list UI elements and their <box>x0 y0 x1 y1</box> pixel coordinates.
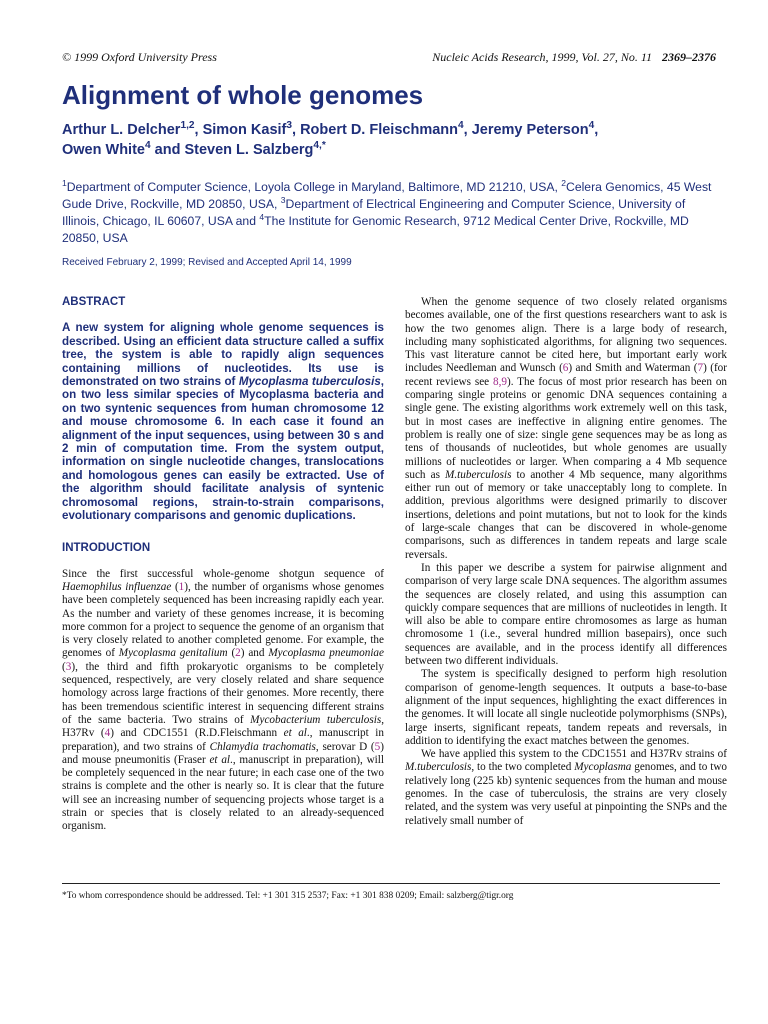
affiliation: Department of Electrical Engineering and Computer Science, University of Illinois, Chicago, IL 60607, USA and <box>62 197 686 228</box>
text: ., manuscript in preparation), and two strains of <box>62 727 384 753</box>
et-al: et al <box>209 753 231 766</box>
abstract-part: , on two less similar species of Mycoplasma bacteria and on two syntenic sequences from human chromosome 12 and mouse chromosome 6. In each case it found an alignment of the input sequences, using between 30 s and 2 min of computation time. From the system output, information on single nucleotide changes, translocations and homologous genes can easily be extracted. Use of the algorithm should facilitate analysis of syntenic chromosomal regions, strain-to-strain comparisons, evolutionary comparisons and genomic duplications. <box>62 374 385 522</box>
text: We have applied this system to the CDC1551 and H37Rv strains of <box>421 748 727 761</box>
affil-mark: 1 <box>62 177 67 188</box>
left-column <box>62 296 384 834</box>
affiliation: The Institute for Genomic Research, 9712 Medical Center Drive, Rockville, MD 20850, USA <box>62 214 689 245</box>
reference-link[interactable]: 6 <box>562 362 569 375</box>
text: genomes, and to two relatively long (225 kb) syntenic sequences from the human and mouse genomes. In the case of tuberculosis, the strains are very closely related, and the system was very useful at pinpointing the SNPs and the relatively small number of <box>405 761 728 827</box>
author-name: Steven L. Salzberg <box>184 142 314 158</box>
affil-mark: 4 <box>259 211 265 222</box>
reference-link[interactable]: 8,9 <box>493 375 507 388</box>
reference-link[interactable]: 4 <box>104 727 111 740</box>
text: and <box>244 647 269 660</box>
affiliations <box>62 179 712 247</box>
species-name: Mycoplasma tuberculosis <box>238 374 381 388</box>
author-name: Simon Kasif <box>202 122 287 138</box>
abstract-part: A new system for aligning whole genome sequences is described. Using an efficient data structure called a suffix tree, the system is able to rapidly align sequences containing millions of nucleotides. Its use is demonstrated on two strains of <box>62 321 384 388</box>
species-name: Haemophilus influenzae <box>62 580 172 593</box>
text: ., manuscript in preparation), will be completely sequenced in the near future; in each case one of the two strains is complete and the other is nearly so. It is clear that the future will see an increasing number of sequencing projects whose target is a strain or species that is closely related to an already-sequenced organism. <box>62 753 384 833</box>
author-affil-mark: 4 <box>588 120 595 132</box>
journal-citation <box>432 50 716 65</box>
text: (for recent reviews see <box>405 362 728 388</box>
affil-mark: 3 <box>280 194 286 205</box>
species-name: M.tuberculosis <box>405 761 472 774</box>
abstract-heading: ABSTRACT <box>62 296 126 308</box>
author-list: Arthur L. Delcher$^{1,2}$, Simon Kasif$^3$, Robert D. Fleischmann$^4$, Jeremy Peterson$^4$, Owen White$^4$ and Steven L. Salzberg$^{4,*}$ <box>62 120 599 158</box>
text: , to the two completed <box>471 761 575 774</box>
text: , the third and fifth prokaryotic organisms to be completely sequenced, respectively, are very closely related and share sequence homology across large fractions of their genomes. More recently, there has been tremendous scientific interest in sequencing different strains of the same bacteria. Two strains of <box>62 660 384 726</box>
species-name: Mycoplasma <box>574 761 632 774</box>
paper-title: Alignment of whole genomes <box>62 80 424 110</box>
body-paragraph: The system is specifically designed to perform high resolution comparison of genome-length sequences. It outputs a base-to-base alignment of the input sequences, highlighting the exact differences in the genomes. It will locate all single nucleotide polymorphisms (SNPs), large inserts, significant repeats, tandem repeats and reversals, in addition to identifying the exact matches between the genomes. <box>405 668 727 747</box>
reference-link[interactable]: 7 <box>697 362 704 375</box>
reference-link[interactable]: 5 <box>374 740 381 753</box>
reference-link[interactable]: 2 <box>235 647 241 660</box>
body-paragraph: When the genome sequence of two closely related organisms becomes available, one of the first questions researchers want to ask is how the two genomes align. There is a large body of research, including many sophisticated algorithms, for aligning two sequences. This vast literature cannot be cited here, but important early work includes Needleman and Wunsch (6) and Smith and Waterman (7) (for recent reviews see 8,9). The focus of most prior research has been on comparing single proteins or genomic DNA sequences containing a single gene. The existing algorithms work extremely well on this task, but in most cases are ineffective in aligning entire genomes. The problem is really one of size: single gene sequences may be as long as tens of thousands of nucleotides, but whole genomes are usually millions of nucleotides or larger. When comparing a 4 Mb sequence such as M.tuberculosis to another 4 Mb sequence, many algorithms either run out of memory or take unacceptably long to complete. In addition, previous algorithms were designed primarily to discover insertions, deletions and point mutations, but not to look for the kinds of large-scale changes that can be discovered in whole-genome comparisons, such as differences in tandem repeats and large scale reversals. <box>405 296 728 561</box>
affiliation: Celera Genomics, 45 West Gude Drive, Rockville, MD 20850, USA, <box>62 180 712 211</box>
text: When the genome sequence of two closely related organisms becomes available, one of the first questions researchers want to ask is how the two genomes align. There is a large body of research, including many sophisticated algorithms, for aligning two sequences. This vast literature cannot be cited here, but important early work includes Needleman and Wunsch <box>405 296 727 375</box>
author-affil-mark: 4,* <box>313 140 326 152</box>
author-affil-mark: 1,2 <box>180 120 195 132</box>
author-name: Arthur L. Delcher <box>62 122 181 138</box>
footnote-rule <box>62 883 720 884</box>
journal-name: Nucleic Acids Research, 1999, Vol. 27, No. 11 <box>432 50 652 64</box>
right-column <box>405 296 727 828</box>
body-paragraph: In this paper we describe a system for pairwise alignment and comparison of very large scale DNA sequences. The algorithm assumes the sequences are closely related, and using this assumption can quickly compare sequences that are millions of nucleotides in length. It will also be able to compare entire chromosomes as large as human chromosome 1 (i.e., several hundred million basepairs), once such sequences are available, and in the process identify all differences between two different individuals. <box>405 561 727 668</box>
intro-paragraph: Since the first successful whole-genome shotgun sequence of Haemophilus influenzae (1), the number of organisms whose genomes have been completely sequenced has been increasing rapidly each year. As the number and variety of these genomes increase, it is becoming more common for a project to sequence the genome of an organism that is very closely related to another completed genome. For example, the genomes of Mycoplasma genitalium (2) and Mycoplasma pneumoniae (3), the third and fifth prokaryotic organisms to be completely sequenced, respectively, are very closely related and share sequence homology across large fractions of their genomes. More recently, there has been tremendous scientific interest in sequencing different strains of the same bacteria. Two strains of Mycobacterium tuberculosis, H37Rv (4) and CDC1551 (R.D.Fleischmann et al., manuscript in preparation), and two strains of Chlamydia trachomatis, serovar D (5) and mouse pneumonitis (Fraser et al., manuscript in preparation), will be completely sequenced in the near future; in each case one of the two strains is complete and the other is nearly so. It is clear that the future will see an increasing number of sequencing projects whose target is a strain or species that is closely related to an already-sequenced organism. <box>62 567 384 833</box>
species-name: Mycoplasma genitalium <box>118 647 228 660</box>
affiliation: Department of Computer Science, Loyola College in Maryland, Baltimore, MD 21210, USA, <box>66 180 562 194</box>
species-name: Mycobacterium tuberculosis <box>250 713 382 726</box>
et-al: et al <box>283 727 307 740</box>
body-paragraph <box>405 748 727 828</box>
text: to another 4 Mb sequence, many algorithms either run out of memory or take unacceptably long to complete. In addition, previous algorithms were designed primarily to discover insertions, deletions and point mutations, but not to look for the kinds of large-scale changes that can be discovered in whole-genome comparisons, such as differences in tandem repeats and large scale reversals. <box>405 468 728 561</box>
reference-link[interactable]: 1 <box>178 580 185 593</box>
affil-mark: 2 <box>561 177 567 188</box>
species-name: Mycoplasma pneumoniae <box>268 647 384 660</box>
page-range: 2369–2376 <box>662 50 716 64</box>
author-name: Owen White <box>62 142 145 158</box>
abstract-text <box>62 321 384 522</box>
author-affil-mark: 3 <box>286 120 293 132</box>
text: Since the first successful whole-genome shotgun sequence of <box>62 567 384 580</box>
reference-link[interactable]: 3 <box>65 660 72 673</box>
author-name: Robert D. Fleischmann <box>300 122 458 138</box>
received-dates: Received February 2, 1999; Revised and Accepted April 14, 1999 <box>62 257 352 268</box>
correspondence-footnote: *To whom correspondence should be addressed. Tel: +1 301 315 2537; Fax: +1 301 838 0209; Email: salzberg@tigr.org <box>62 891 514 901</box>
author-affil-mark: 4 <box>144 140 151 152</box>
text: and Smith and Waterman <box>572 362 694 375</box>
text: and CDC1551 (R.D.Fleischmann <box>113 727 284 740</box>
text: and mouse pneumonitis (Fraser <box>62 753 210 766</box>
text: , the number of organisms whose genomes have been completely sequenced has been increasing rapidly each year. As the number and variety of these genomes increase, it is becoming more common for a project to sequence the genome of an organism that is very closely related to another completed genome. For example, the genomes of <box>62 580 384 660</box>
text: , serovar D <box>315 740 371 753</box>
copyright-notice: © 1999 Oxford University Press <box>62 50 217 64</box>
species-name: M.tuberculosis <box>445 468 512 481</box>
author-affil-mark: 4 <box>458 120 464 132</box>
text: ). The focus of most prior research has been on comparing single proteins or genomic DNA sequences containing a single gene. The existing algorithms work extremely well on this task, but in most cases are ineffective in aligning entire genomes. The problem is really one of size: single gene sequences may be as long as tens of thousands of nucleotides, but whole genomes are usually millions of nucleotides or larger. When comparing a 4 Mb sequence such as <box>405 375 728 481</box>
text: , H37Rv <box>62 713 384 740</box>
introduction-heading: INTRODUCTION <box>62 542 151 555</box>
species-name: Chlamydia trachomatis <box>209 740 316 753</box>
author-name: Jeremy Peterson <box>471 122 589 138</box>
